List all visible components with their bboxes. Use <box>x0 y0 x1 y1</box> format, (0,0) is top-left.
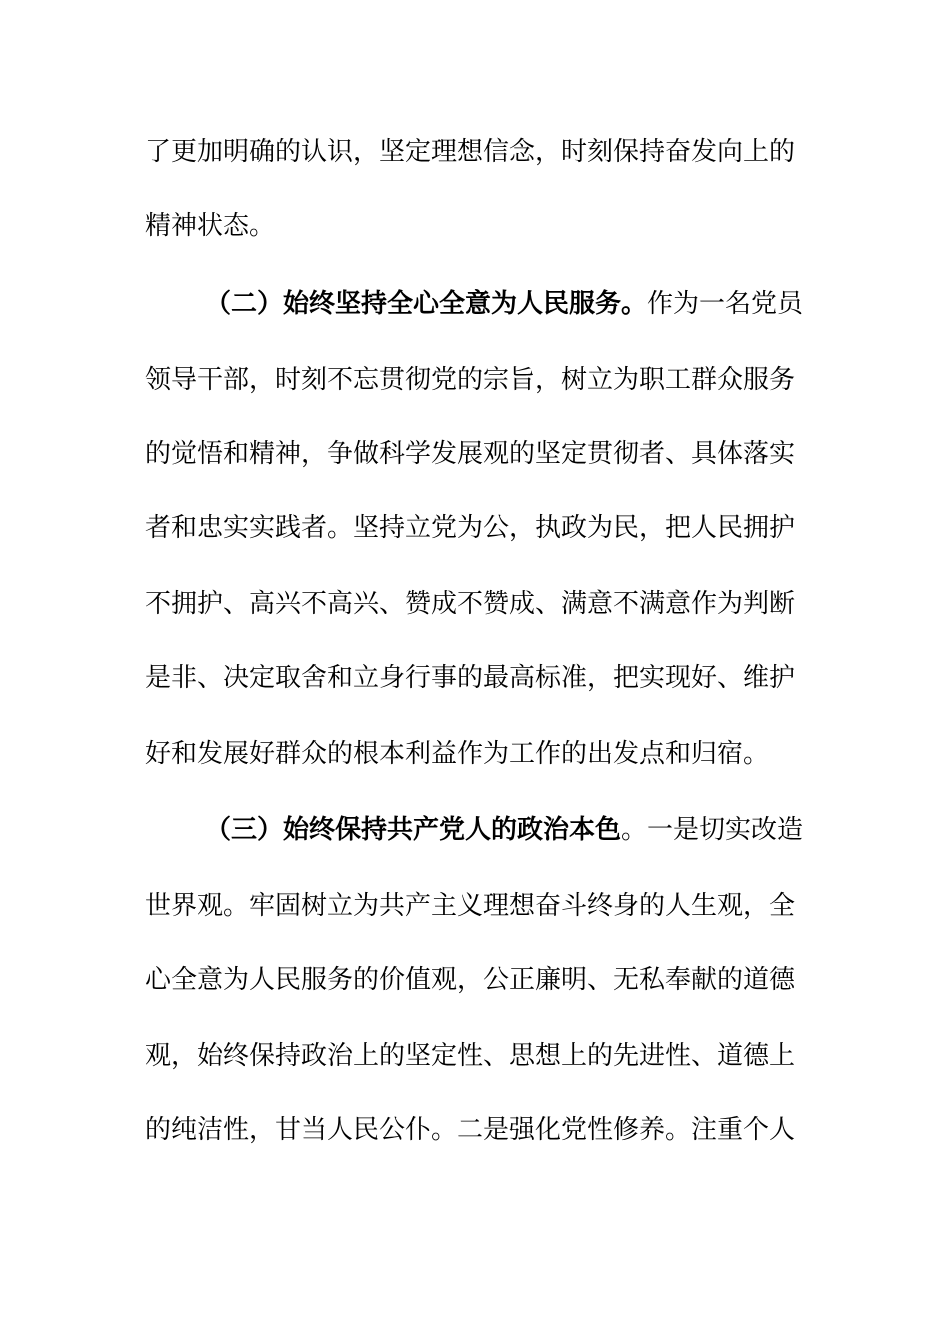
text-line: 的觉悟和精神，争做科学发展观的坚定贯彻者、具体落实 <box>145 439 796 469</box>
text-span: 。一是切实改造 <box>621 815 804 845</box>
text-line: 领导干部，时刻不忘贯彻党的宗旨，树立为职工群众服务 <box>145 365 796 395</box>
section-heading-line <box>205 284 810 324</box>
text-line: 不拥护、高兴不高兴、赞成不赞成、满意不满意作为判断 <box>145 589 796 619</box>
section-heading: （三）始终保持共产党人的政治本色 <box>205 815 622 845</box>
text-line: 的纯洁性，甘当人民公仆。二是强化党性修养。注重个人 <box>145 1115 796 1145</box>
section-heading: （二）始终坚持全心全意为人民服务。 <box>205 289 648 319</box>
text-span: 作为一名党员 <box>647 289 804 319</box>
text-line: 了更加明确的认识，坚定理想信念，时刻保持奋发向上的 <box>145 137 796 167</box>
text-line: 心全意为人民服务的价值观，公正廉明、无私奉献的道德 <box>145 965 796 995</box>
text-line: 观，始终保持政治上的坚定性、思想上的先进性、道德上 <box>145 1041 796 1071</box>
text-line: 是非、决定取舍和立身行事的最高标准，把实现好、维护 <box>145 663 796 693</box>
text-line: 好和发展好群众的根本利益作为工作的出发点和归宿。 <box>145 739 770 769</box>
text-line: 世界观。牢固树立为共产主义理想奋斗终身的人生观，全 <box>145 891 796 921</box>
text-line: 精神状态。 <box>145 211 276 241</box>
section-heading-line <box>205 810 810 850</box>
text-line: 者和忠实实践者。坚持立党为公，执政为民，把人民拥护 <box>145 513 796 543</box>
